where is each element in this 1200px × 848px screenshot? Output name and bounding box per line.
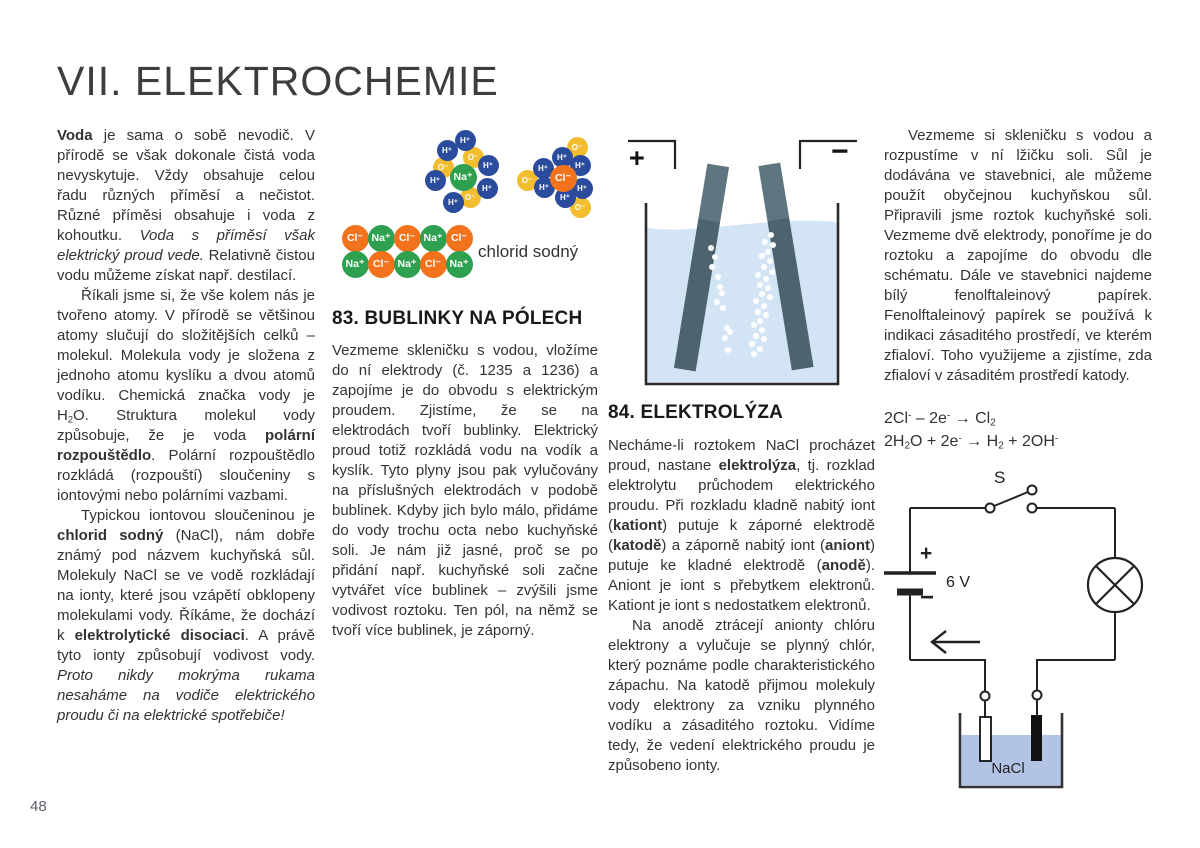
ion-Na: Na⁺ xyxy=(420,225,447,252)
body-column-1 xyxy=(57,126,315,726)
switch-label: S xyxy=(994,468,1006,487)
body-column-4 xyxy=(884,126,1152,386)
section-83-text xyxy=(332,341,598,641)
ion-O: O⁻ xyxy=(433,157,454,178)
electrode-white xyxy=(980,717,991,761)
ion-Cl: Cl⁻ xyxy=(394,225,421,252)
current-arrow xyxy=(932,631,980,653)
equation-anode: $2Cl^- - 2e^- \to Cl_2$ xyxy=(884,410,996,429)
ion-Cl: Cl⁻ xyxy=(420,251,447,278)
ion-H: H⁺ xyxy=(437,140,458,161)
ion-Na: Na⁺ xyxy=(394,251,421,278)
page-title: VII. ELEKTROCHEMIE xyxy=(57,58,499,104)
battery-plus-label: + xyxy=(920,542,933,565)
ion-H: H⁺ xyxy=(478,155,499,176)
paragraph: Voda je sama o sobě nevodič. V přírodě se však dokonale čistá voda nevyskytuje. Vždy obsahuje celou řadu různých příměsí a nečistot. Různé příměsi obsahuje i voda z kohoutku. Voda s příměsí však elektrický proud vede. Relativně čistou vodu můžeme získat např. destilací. xyxy=(57,127,315,284)
ion-H: H⁺ xyxy=(534,177,555,198)
ion-Na: Na⁺ xyxy=(450,164,477,191)
paragraph: Vezmeme skleničku s vodou, vložíme do ní elektrody (č. 1235 a 1236) a zapojíme je do obvodu s elektrickým proudem. Zjistíme, že se na elektrodách tvoří bublinky. Elektrický proud totiž rozkládá vodu na vodík a kyslík. Tyto plyny jsou pak vylučovány na příslušných elektrodách v podobě bublinek. Kdyby jich bylo málo, přidáme do vody trochu octa nebo kuchyňské soli. Je nám již jasné, proč se po přidání např. kuchyňské soli začne vytvářet více bublinek – zvýšili jsme vodivost roztoku. Ten pól, na němž se tvoří více bublinek, je záporný. xyxy=(332,342,598,639)
ion-H: H⁺ xyxy=(555,187,576,208)
ion-Na: Na⁺ xyxy=(446,251,473,278)
ion-O: O⁻ xyxy=(463,147,484,168)
ion-H: H⁺ xyxy=(477,178,498,199)
ion-H: H⁺ xyxy=(455,130,476,151)
anode-plus-label: + xyxy=(629,143,645,173)
ion-Na: Na⁺ xyxy=(342,251,369,278)
ion-Cl: Cl⁻ xyxy=(446,225,473,252)
switch-lever xyxy=(994,492,1028,506)
ion-Cl: Cl⁻ xyxy=(368,251,395,278)
page-number: 48 xyxy=(30,798,47,815)
ion-H: H⁺ xyxy=(533,158,554,179)
ion-H: H⁺ xyxy=(425,170,446,191)
ion-H: H⁺ xyxy=(570,155,591,176)
section-83-heading: 83. BUBLINKY NA PÓLECH xyxy=(332,308,583,329)
paragraph: Na anodě ztrácejí anionty chlóru elektrony a vylučuje se plynný chlór, který poznáme podle charakteristického zápachu. Na katodě přijmou molekuly vody elektrony za vzniku plynného vodíku a zásaditého roztoku. Vidíme tedy, že vedení elektrického proudu je způsobeno ionty. xyxy=(608,617,875,774)
lamp-symbol xyxy=(1088,558,1142,612)
molecule-figure xyxy=(330,122,610,297)
paragraph: Vezmeme si skleničku s vodou a rozpustíme v ní lžičku soli. Sůl je dodávána ve stavebnici, ale můžeme použít obyčejnou kuchyňskou sůl. Připravili jsme roztok kuchyňské soli. Vezmeme dvě elektrody, ponoříme je do roztoku a zapojíme do obvodu dle schématu. Dále ve stavebnici najdeme bílý fenolftaleinový papírek. Fenolftaleinový papírek se používá k indikaci zásaditého prostředí, ve kterém zfialoví. Toho využijeme a zjistíme, zda zfialoví v zásaditém prostředí katody. xyxy=(884,127,1152,384)
reaction-equations xyxy=(884,407,1058,453)
battery-minus-label: − xyxy=(920,584,935,611)
electrode-black xyxy=(1031,715,1042,761)
ion-Cl: Cl⁻ xyxy=(550,165,577,192)
paragraph: Typickou iontovou sloučeninou je chlorid sodný (NaCl), nám dobře známý pod názvem kuchyňská sůl. Molekuly NaCl se ve vodě rozkládají na ionty, které jsou vzápětí obklopeny molekulami vody. Říkáme, že dochází k elektrolytické disociaci. A právě tyto ionty způsobují vodivost vody. Proto nikdy mokrýma rukama nesaháme na vodiče elektrického proudu či na elektrické spotřebiče! xyxy=(57,507,316,724)
ion-H: H⁺ xyxy=(552,147,573,168)
beaker-drawing xyxy=(625,125,860,395)
ion-O: O⁻ xyxy=(567,137,588,158)
ion-O: O⁻ xyxy=(517,170,538,191)
ion-H: H⁺ xyxy=(572,178,593,199)
ion-Na: Na⁺ xyxy=(368,225,395,252)
figure-label: chlorid sodný xyxy=(478,242,579,261)
paragraph: Necháme-li roztokem NaCl procházet proud, nastane elektrolýza, tj. rozklad elektrolytu průchodem elektrického proudu. Při rozkladu kladně nabitý iont (kationt) putuje k záporné elektrodě (katodě) a záporně nabitý iont (aniont) putuje ke kladné elektrodě (anodě). Aniont je iont s přebytkem elektronů. Kationt je iont s nedostatkem elektronů. xyxy=(608,437,876,614)
section-84-text xyxy=(608,436,875,776)
equation-cathode: $2H_2O + 2e^- \to H_2 + 2OH^-$ xyxy=(884,433,1059,452)
solution-label: NaCl xyxy=(991,760,1025,777)
ion-O: O⁻ xyxy=(460,187,481,208)
circuit-diagram xyxy=(884,468,1156,830)
ion-H: H⁺ xyxy=(443,192,464,213)
paragraph: Říkali jsme si, že vše kolem nás je tvořeno atomy. V přírodě se většinou atomy slučují do složitějších celků – molekul. Molekula vody je složena z jednoho atomu kyslíku a dvou atomů vodíku. Chemická značka vody je $H_2O$. Struktura molekul vody způsobuje, že je voda polární rozpouštědlo. Polární rozpouštědlo rozkládá (rozpouští) sloučeniny s iontovými nebo polárními vazbami. xyxy=(57,287,315,504)
cathode-minus-label: − xyxy=(831,135,849,168)
battery-voltage-label: 6 V xyxy=(946,574,971,591)
ion-O: O⁻ xyxy=(570,197,591,218)
section-84-heading: 84. ELEKTROLÝZA xyxy=(608,402,784,423)
electrolysis-beaker-figure xyxy=(625,125,860,395)
ion-Cl: Cl⁻ xyxy=(342,225,369,252)
